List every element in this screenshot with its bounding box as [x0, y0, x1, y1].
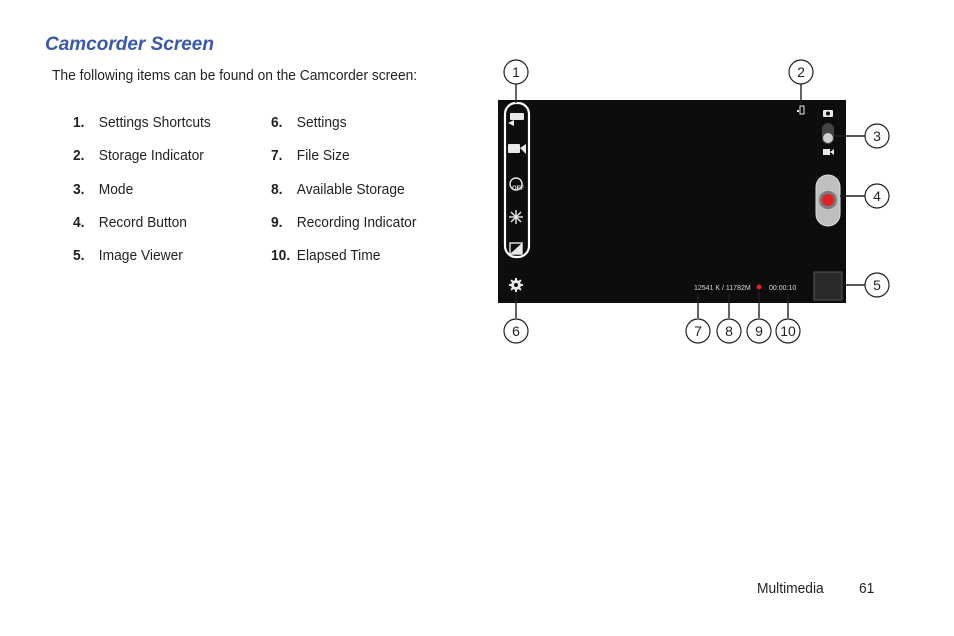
item-number: 1. [73, 114, 85, 131]
callout-label: 8 [725, 323, 733, 339]
svg-text:OFF: OFF [512, 186, 524, 192]
callout [717, 319, 741, 343]
footer-section: Multimedia [757, 580, 824, 597]
callout-label: 1 [512, 64, 520, 80]
item-label: Image Viewer [98, 247, 183, 264]
callout [504, 60, 528, 84]
item-label: Storage Indicator [98, 147, 204, 164]
callout-label: 6 [512, 323, 520, 339]
callout [865, 124, 889, 148]
item-label: Available Storage [296, 181, 405, 198]
callout [747, 319, 771, 343]
item-label: Elapsed Time [296, 247, 381, 264]
item-number: 5. [73, 247, 85, 264]
intro-text: The following items can be found on the Camcorder screen: [52, 67, 418, 84]
record-button [822, 194, 834, 206]
item-number: 6. [271, 114, 283, 131]
callout [865, 273, 889, 297]
mode-switch-knob [823, 133, 833, 143]
item-label: Mode [98, 181, 134, 198]
image-viewer-thumbnail [814, 272, 842, 300]
camera-mode-icon [823, 110, 833, 117]
elapsed-time-text: 00:00:10 [769, 285, 797, 292]
item-label: Settings Shortcuts [98, 114, 211, 131]
callout [776, 319, 800, 343]
item-number: 10. [271, 247, 291, 264]
item-label: Settings [296, 114, 347, 131]
item-label: Recording Indicator [296, 214, 417, 231]
item-number: 4. [73, 214, 85, 231]
camcorder-screen [498, 100, 846, 303]
page-title: Camcorder Screen [45, 34, 214, 55]
callout-label: 2 [797, 64, 805, 80]
item-number: 7. [271, 147, 283, 164]
callout-label: 3 [873, 128, 881, 144]
recording-indicator-dot [757, 285, 762, 290]
page-number: 61 [859, 580, 875, 597]
callout [504, 319, 528, 343]
callout [789, 60, 813, 84]
item-label: Record Button [98, 214, 187, 231]
gear-icon [509, 278, 523, 292]
callout-label: 10 [780, 323, 796, 339]
item-number: 2. [73, 147, 85, 164]
item-label: File Size [296, 147, 350, 164]
callout-label: 5 [873, 277, 881, 293]
item-number: 3. [73, 181, 85, 198]
item-number: 9. [271, 214, 283, 231]
callout-label: 4 [873, 188, 881, 204]
callout-label: 9 [755, 323, 763, 339]
callout-label: 7 [694, 323, 702, 339]
item-number: 8. [271, 181, 283, 198]
callout [686, 319, 710, 343]
callout [865, 184, 889, 208]
file-size-text: 12541 K / 11782M [694, 285, 751, 292]
effects-icon [509, 210, 523, 224]
